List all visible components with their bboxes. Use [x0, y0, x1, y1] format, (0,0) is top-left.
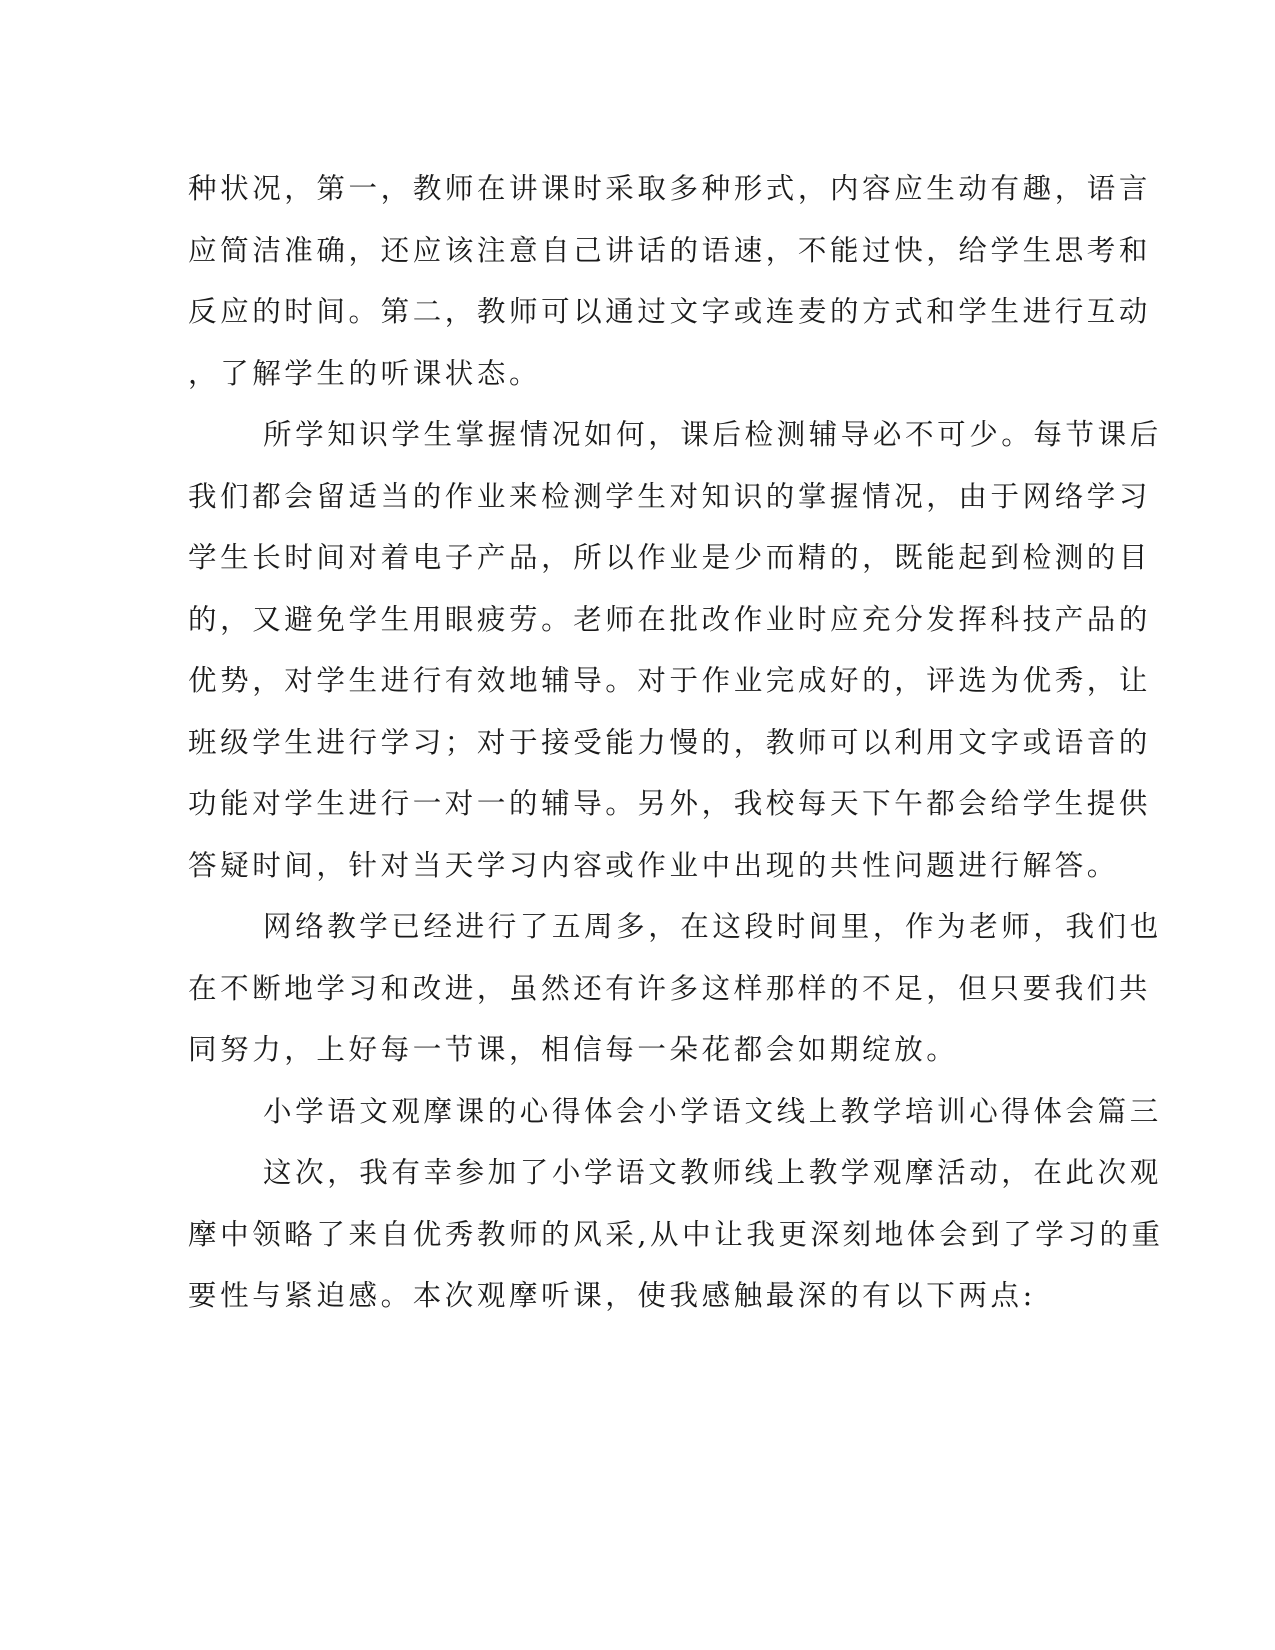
paragraph-first-line: 所学知识学生掌握情况如何，课后检测辅导必不可少。每节课后: [263, 418, 1162, 451]
text-line: 应简洁准确，还应该注意自己讲话的语速，不能过快，给学生思考和: [188, 233, 1152, 267]
text-line: 学生长时间对着电子产品，所以作业是少而精的，既能起到检测的目: [188, 541, 1152, 574]
text-line: 种状况，第一，教师在讲课时采取多种形式，内容应生动有趣，语言: [188, 172, 1152, 205]
paragraph-first-line: 网络教学已经进行了五周多，在这段时间里，作为老师，我们也: [263, 910, 1162, 943]
text-line: 摩中领略了来自优秀教师的风采,从中让我更深刻地体会到了学习的重: [188, 1217, 1164, 1251]
text-line: 优势，对学生进行有效地辅导。对于作业完成好的，评选为优秀，让: [188, 664, 1152, 697]
text-line: 班级学生进行学习；对于接受能力慢的，教师可以利用文字或语音的: [188, 725, 1152, 759]
text-line: 功能对学生进行一对一的辅导。另外，我校每天下午都会给学生提供: [188, 787, 1152, 820]
text-line: 在不断地学习和改进，虽然还有许多这样那样的不足，但只要我们共: [188, 971, 1152, 1005]
document-body: [188, 158, 1164, 1327]
text-line: 要性与紧迫感。本次观摩听课，使我感触最深的有以下两点:: [188, 1279, 1036, 1312]
text-line: 我们都会留适当的作业来检测学生对知识的掌握情况，由于网络学习: [188, 479, 1152, 513]
text-line: 答疑时间，针对当天学习内容或作业中出现的共性问题进行解答。: [188, 848, 1119, 882]
text-line: 的，又避免学生用眼疲劳。老师在批改作业时应充分发挥科技产品的: [188, 602, 1152, 636]
text-line: 反应的时间。第二，教师可以通过文字或连麦的方式和学生进行互动: [188, 295, 1152, 328]
section-heading: 小学语文观摩课的心得体会小学语文线上教学培训心得体会篇三: [263, 1094, 1162, 1128]
text-line: 同努力，上好每一节课，相信每一朵花都会如期绽放。: [188, 1033, 959, 1066]
text-line: ，了解学生的听课状态。: [188, 356, 542, 390]
paragraph-first-line: 这次，我有幸参加了小学语文教师线上教学观摩活动，在此次观: [263, 1156, 1162, 1189]
